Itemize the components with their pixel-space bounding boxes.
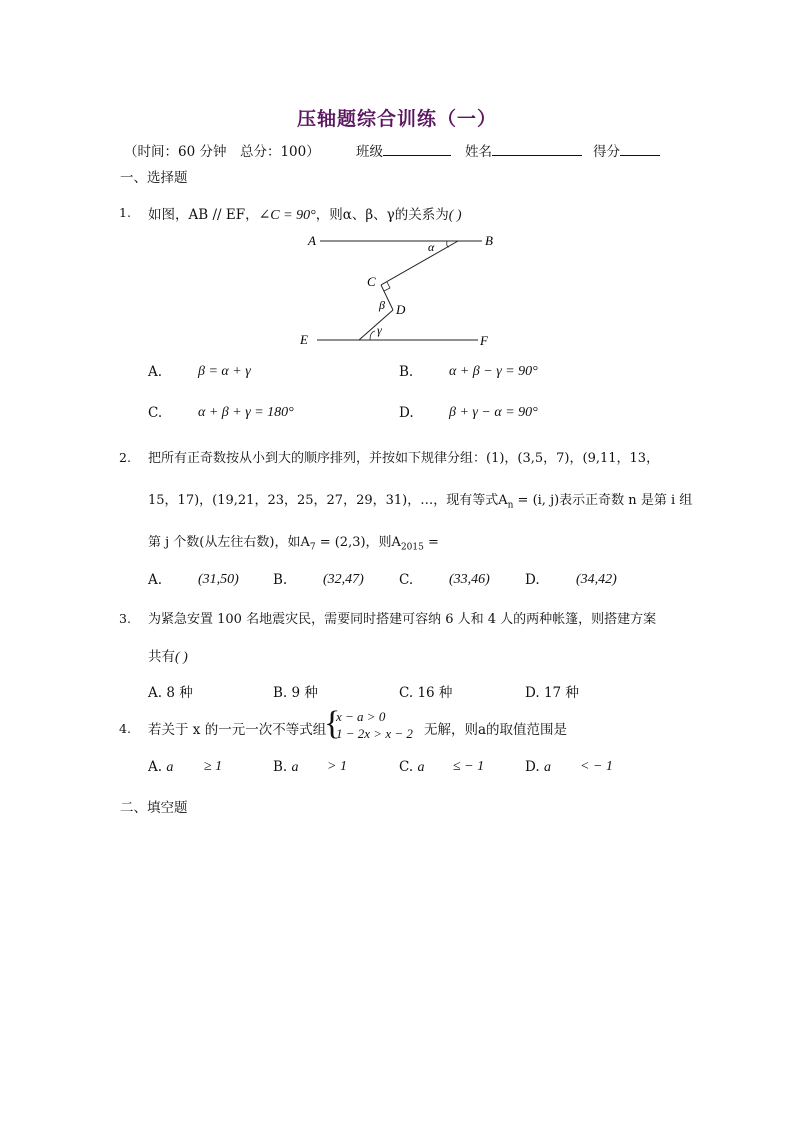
q4-option-d-expr: < − 1: [580, 759, 613, 774]
q1-option-c[interactable]: C.: [148, 405, 163, 421]
label-c: C: [367, 274, 376, 289]
q4-text-a: 若关于 x 的一元一次不等式组: [148, 722, 327, 738]
q1-number: 1.: [119, 205, 131, 220]
q4-option-c-expr: ≤ − 1: [453, 759, 485, 774]
q2-option-d-expr: (34,42): [576, 572, 617, 587]
q4-option-c[interactable]: C. a: [399, 759, 425, 775]
q2-option-b[interactable]: B.: [273, 572, 288, 588]
q4-option-a-expr: ≥ 1: [204, 759, 223, 774]
label-b: B: [485, 233, 493, 248]
class-label: 班级: [356, 144, 383, 160]
q1-text: 如图，AB // EF，∠C = 90°，则α、β、γ的关系为( ): [148, 207, 462, 223]
q3-option-c[interactable]: C. 16 种: [399, 685, 453, 701]
q2-line1: 把所有正奇数按从小到大的顺序排列，并按如下规律分组：(1)，(3,5，7)，(9,11，13，: [148, 451, 660, 466]
name-blank[interactable]: [492, 143, 582, 156]
q2-line2: 15，17)，(19,21，23，25，27，29，31)，…，现有等式$A_n = (i$, j)表示正奇数 n 是第 i 组: [148, 493, 693, 511]
score-blank[interactable]: [620, 143, 660, 156]
q1-option-a[interactable]: A.: [148, 364, 163, 380]
time-score: （时间：60 分钟 总分：100）: [124, 144, 320, 160]
q2-option-d[interactable]: D.: [525, 572, 540, 588]
label-gamma: γ: [377, 323, 382, 337]
q1-geometry-figure: [300, 228, 510, 353]
q1-option-b-expr: α + β − γ = 90°: [449, 364, 538, 379]
class-blank[interactable]: [383, 143, 451, 156]
label-beta: β: [379, 298, 385, 312]
q2-option-c-expr: (33,46): [449, 572, 490, 587]
q4-inequality-1: x − a > 0: [336, 709, 386, 724]
q1-option-d[interactable]: D.: [399, 405, 414, 421]
q4-option-a[interactable]: A. a: [148, 759, 174, 775]
line-de: [359, 310, 393, 340]
right-angle-mark: [384, 282, 390, 291]
line-bc: [381, 241, 458, 285]
q4-number: 4.: [119, 721, 131, 736]
name-label: 姓名: [465, 144, 492, 160]
section-fill-heading: 二、填空题: [120, 800, 188, 816]
q2-option-a-expr: (31,50): [198, 572, 239, 587]
label-alpha: α: [428, 240, 435, 254]
q2-number: 2.: [119, 450, 131, 465]
class-field[interactable]: [356, 140, 451, 160]
q2-option-c[interactable]: C.: [399, 572, 414, 588]
q3-number: 3.: [119, 611, 131, 626]
q3-option-a[interactable]: A. 8 种: [148, 685, 193, 701]
q4-option-b-expr: > 1: [327, 759, 347, 774]
score-field[interactable]: [593, 140, 660, 160]
q4-option-d[interactable]: D. a: [525, 759, 551, 775]
q4-inequality-2: 1 − 2x > x − 2: [336, 726, 413, 741]
q4-text-b: 无解，则a的取值范围是: [424, 722, 568, 738]
label-a: A: [308, 233, 316, 248]
name-field[interactable]: [465, 140, 582, 160]
section-choice-heading: 一、选择题: [120, 170, 188, 186]
q1-option-b[interactable]: B.: [399, 364, 414, 380]
label-d: D: [396, 302, 406, 317]
q2-line3: 第 j 个数(从左往右数)，如$A_7 = (2,3)$，则$A_{2015}$ =: [148, 535, 439, 553]
q2-option-a[interactable]: A.: [148, 572, 163, 588]
q1-option-a-expr: β = α + γ: [198, 364, 251, 379]
gamma-arc: [370, 331, 375, 340]
label-e: E: [300, 332, 308, 347]
q3-option-b[interactable]: B. 9 种: [273, 685, 318, 701]
q1-option-c-expr: α + β + γ = 180°: [198, 405, 294, 420]
score-label: 得分: [593, 144, 620, 160]
q3-line2: 共有( ): [148, 649, 188, 665]
q2-option-b-expr: (32,47): [323, 572, 364, 587]
q1-option-d-expr: β + γ − α = 90°: [449, 405, 538, 420]
q3-option-d[interactable]: D. 17 种: [525, 685, 579, 701]
page-title: 压轴题综合训练（一）: [296, 108, 497, 130]
q4-option-b[interactable]: B. a: [273, 759, 299, 775]
q4-brace: {: [324, 705, 341, 742]
label-f: F: [480, 333, 488, 348]
q3-line1: 为紧急安置 100 名地震灾民，需要同时搭建可容纳 6 人和 4 人的两种帐篷，则搭建方案: [148, 612, 657, 627]
